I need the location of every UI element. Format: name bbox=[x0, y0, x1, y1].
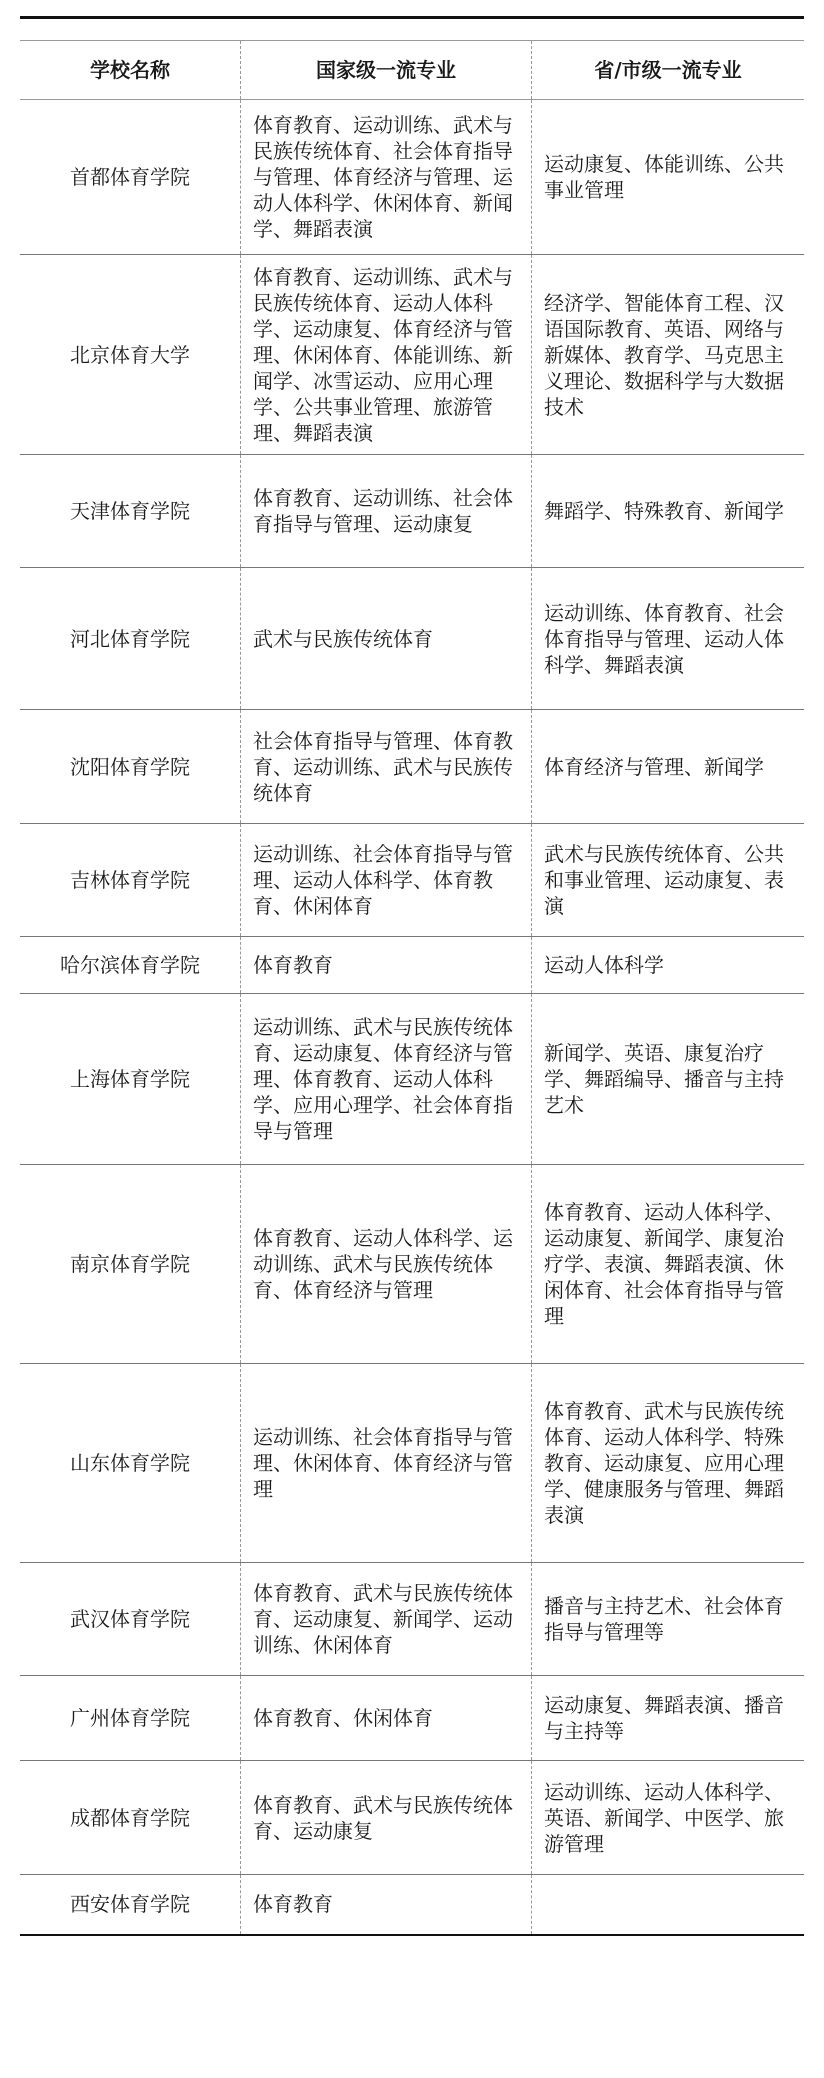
provincial-majors bbox=[532, 1875, 805, 1935]
school-name: 山东体育学院 bbox=[20, 1364, 241, 1563]
school-name: 广州体育学院 bbox=[20, 1676, 241, 1761]
table-row bbox=[20, 1676, 804, 1761]
national-majors: 体育教育 bbox=[241, 1875, 532, 1935]
provincial-majors: 体育经济与管理、新闻学 bbox=[532, 710, 805, 824]
national-majors: 体育教育、运动训练、武术与民族传统体育、运动人体科学、运动康复、体育经济与管理、休闲体育、体能训练、新闻学、冰雪运动、应用心理学、公共事业管理、旅游管理、舞蹈表演 bbox=[241, 255, 532, 455]
table-row bbox=[20, 568, 804, 710]
provincial-majors: 运动康复、舞蹈表演、播音与主持等 bbox=[532, 1676, 805, 1761]
table-row bbox=[20, 255, 804, 455]
national-majors: 武术与民族传统体育 bbox=[241, 568, 532, 710]
school-name: 哈尔滨体育学院 bbox=[20, 937, 241, 994]
provincial-majors: 舞蹈学、特殊教育、新闻学 bbox=[532, 455, 805, 568]
provincial-majors: 运动康复、体能训练、公共事业管理 bbox=[532, 100, 805, 255]
majors-table bbox=[20, 40, 804, 1936]
table-row bbox=[20, 1563, 804, 1676]
table-row bbox=[20, 1165, 804, 1364]
table-row bbox=[20, 937, 804, 994]
table-row bbox=[20, 824, 804, 937]
provincial-majors: 播音与主持艺术、社会体育指导与管理等 bbox=[532, 1563, 805, 1676]
top-rule bbox=[20, 16, 804, 19]
school-name: 天津体育学院 bbox=[20, 455, 241, 568]
provincial-majors: 体育教育、运动人体科学、运动康复、新闻学、康复治疗学、表演、舞蹈表演、休闲体育、社会体育指导与管理 bbox=[532, 1165, 805, 1364]
national-majors: 体育教育 bbox=[241, 937, 532, 994]
national-majors: 运动训练、社会体育指导与管理、运动人体科学、体育教育、休闲体育 bbox=[241, 824, 532, 937]
provincial-majors: 运动训练、体育教育、社会体育指导与管理、运动人体科学、舞蹈表演 bbox=[532, 568, 805, 710]
provincial-majors: 经济学、智能体育工程、汉语国际教育、英语、网络与新媒体、教育学、马克思主义理论、数据科学与大数据技术 bbox=[532, 255, 805, 455]
table-row bbox=[20, 1875, 804, 1935]
header-school: 学校名称 bbox=[20, 41, 241, 100]
provincial-majors: 运动人体科学 bbox=[532, 937, 805, 994]
school-name: 西安体育学院 bbox=[20, 1875, 241, 1935]
school-name: 南京体育学院 bbox=[20, 1165, 241, 1364]
national-majors: 体育教育、运动人体科学、运动训练、武术与民族传统体育、体育经济与管理 bbox=[241, 1165, 532, 1364]
table-row bbox=[20, 994, 804, 1165]
table-row bbox=[20, 1364, 804, 1563]
provincial-majors: 运动训练、运动人体科学、英语、新闻学、中医学、旅游管理 bbox=[532, 1761, 805, 1875]
national-majors: 社会体育指导与管理、体育教育、运动训练、武术与民族传统体育 bbox=[241, 710, 532, 824]
school-name: 首都体育学院 bbox=[20, 100, 241, 255]
national-majors: 体育教育、运动训练、社会体育指导与管理、运动康复 bbox=[241, 455, 532, 568]
national-majors: 运动训练、武术与民族传统体育、运动康复、体育经济与管理、体育教育、运动人体科学、应用心理学、社会体育指导与管理 bbox=[241, 994, 532, 1165]
provincial-majors: 体育教育、武术与民族传统体育、运动人体科学、特殊教育、运动康复、应用心理学、健康服务与管理、舞蹈表演 bbox=[532, 1364, 805, 1563]
national-majors: 运动训练、社会体育指导与管理、休闲体育、体育经济与管理 bbox=[241, 1364, 532, 1563]
table-row bbox=[20, 710, 804, 824]
school-name: 上海体育学院 bbox=[20, 994, 241, 1165]
school-name: 成都体育学院 bbox=[20, 1761, 241, 1875]
table-row bbox=[20, 455, 804, 568]
national-majors: 体育教育、武术与民族传统体育、运动康复、新闻学、运动训练、休闲体育 bbox=[241, 1563, 532, 1676]
table-row bbox=[20, 1761, 804, 1875]
header-provincial: 省/市级一流专业 bbox=[532, 41, 805, 100]
header-national: 国家级一流专业 bbox=[241, 41, 532, 100]
table-row bbox=[20, 100, 804, 255]
national-majors: 体育教育、运动训练、武术与民族传统体育、社会体育指导与管理、体育经济与管理、运动人体科学、休闲体育、新闻学、舞蹈表演 bbox=[241, 100, 532, 255]
national-majors: 体育教育、武术与民族传统体育、运动康复 bbox=[241, 1761, 532, 1875]
school-name: 河北体育学院 bbox=[20, 568, 241, 710]
school-name: 武汉体育学院 bbox=[20, 1563, 241, 1676]
school-name: 吉林体育学院 bbox=[20, 824, 241, 937]
provincial-majors: 新闻学、英语、康复治疗学、舞蹈编导、播音与主持艺术 bbox=[532, 994, 805, 1165]
national-majors: 体育教育、休闲体育 bbox=[241, 1676, 532, 1761]
school-name: 北京体育大学 bbox=[20, 255, 241, 455]
provincial-majors: 武术与民族传统体育、公共和事业管理、运动康复、表演 bbox=[532, 824, 805, 937]
school-name: 沈阳体育学院 bbox=[20, 710, 241, 824]
table-header-row bbox=[20, 41, 804, 100]
